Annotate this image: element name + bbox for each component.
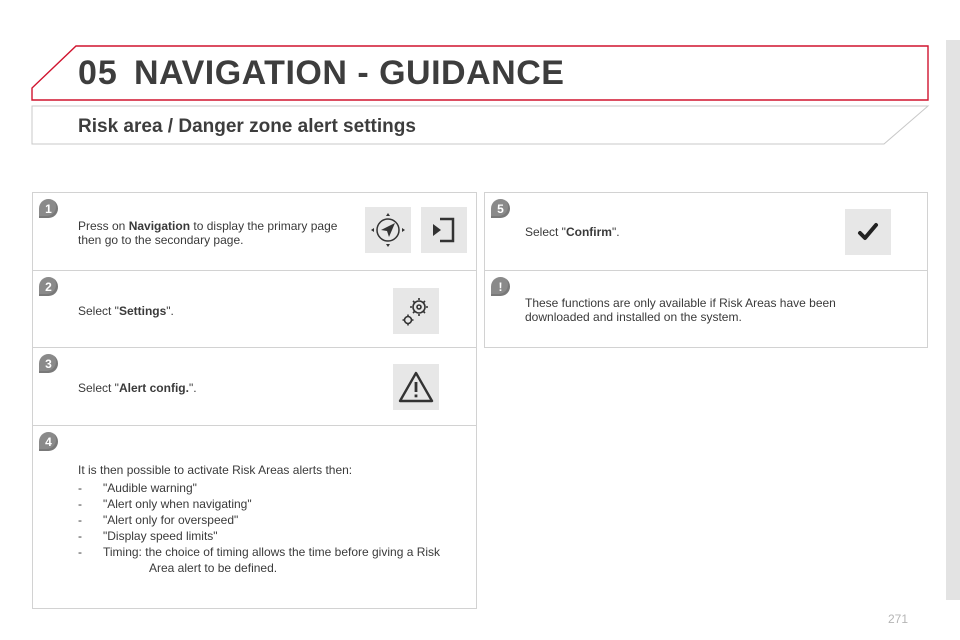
option-timing-cont: Area alert to be defined. <box>149 561 278 575</box>
option-alert-overspeed: "Alert only for overspeed" <box>103 513 239 527</box>
divider <box>484 270 928 271</box>
chapter-title: NAVIGATION - GUIDANCE <box>134 54 565 92</box>
list-item <box>78 544 473 576</box>
divider <box>32 425 477 426</box>
option-timing: Timing: the choice of timing allows the time before giving a Risk <box>103 545 441 559</box>
list-item <box>78 480 473 496</box>
list-item <box>78 512 473 528</box>
step-badge-1: 1 <box>39 199 58 218</box>
option-audible-warning: "Audible warning" <box>103 481 197 495</box>
divider <box>32 347 477 348</box>
list-dash: - <box>78 529 82 543</box>
step-1-instruction <box>78 219 338 247</box>
step-5-text-after: ". <box>611 225 620 239</box>
page-edge-strip <box>946 40 960 600</box>
list-item <box>78 528 473 544</box>
step-badge-3: 3 <box>39 354 58 373</box>
step-2-bold: Settings <box>118 304 167 318</box>
option-display-speed-limits: "Display speed limits" <box>103 529 218 543</box>
step-2-text-after: ". <box>166 304 174 318</box>
step-2-text-before: Select " <box>78 304 119 318</box>
divider <box>32 270 477 271</box>
step-1-bold: Navigation <box>128 219 191 233</box>
warning-triangle-icon <box>393 364 439 410</box>
section-title: Risk area / Danger zone alert settings <box>78 116 416 137</box>
option-alert-navigating: "Alert only when navigating" <box>103 497 252 511</box>
list-item <box>78 496 473 512</box>
alert-options-list <box>78 480 473 576</box>
step-5-bold: Confirm <box>565 225 612 239</box>
step-5-text-before: Select " <box>525 225 566 239</box>
list-dash: - <box>78 513 82 527</box>
step-badge-4: 4 <box>39 432 58 451</box>
settings-gears-icon <box>393 288 439 334</box>
step-badge-2: 2 <box>39 277 58 296</box>
step-3-instruction <box>78 381 338 395</box>
step-3-text-before: Select " <box>78 381 119 395</box>
navigation-compass-icon <box>365 207 411 253</box>
list-dash: - <box>78 481 82 495</box>
step-2-instruction <box>78 304 338 318</box>
note-text: These functions are only available if Risk Areas have been downloaded and installed on the system. <box>525 296 836 324</box>
step-3-bold: Alert config. <box>118 381 189 395</box>
step-badge-5: 5 <box>491 199 510 218</box>
step-5-instruction <box>525 225 785 239</box>
list-dash: - <box>78 545 82 559</box>
step-1-text-after: to display the primary page then go to the secondary page. <box>78 219 338 247</box>
step-1-text-before: Press on <box>78 219 129 233</box>
note-badge: ! <box>491 277 510 296</box>
checkmark-icon <box>845 209 891 255</box>
page-number: 271 <box>887 612 908 626</box>
step-3-text-after: ". <box>188 381 197 395</box>
step-4-intro: It is then possible to activate Risk Areas alerts then: <box>78 463 353 477</box>
chapter-number: 05 <box>78 54 118 92</box>
list-dash: - <box>78 497 82 511</box>
secondary-page-icon <box>421 207 467 253</box>
